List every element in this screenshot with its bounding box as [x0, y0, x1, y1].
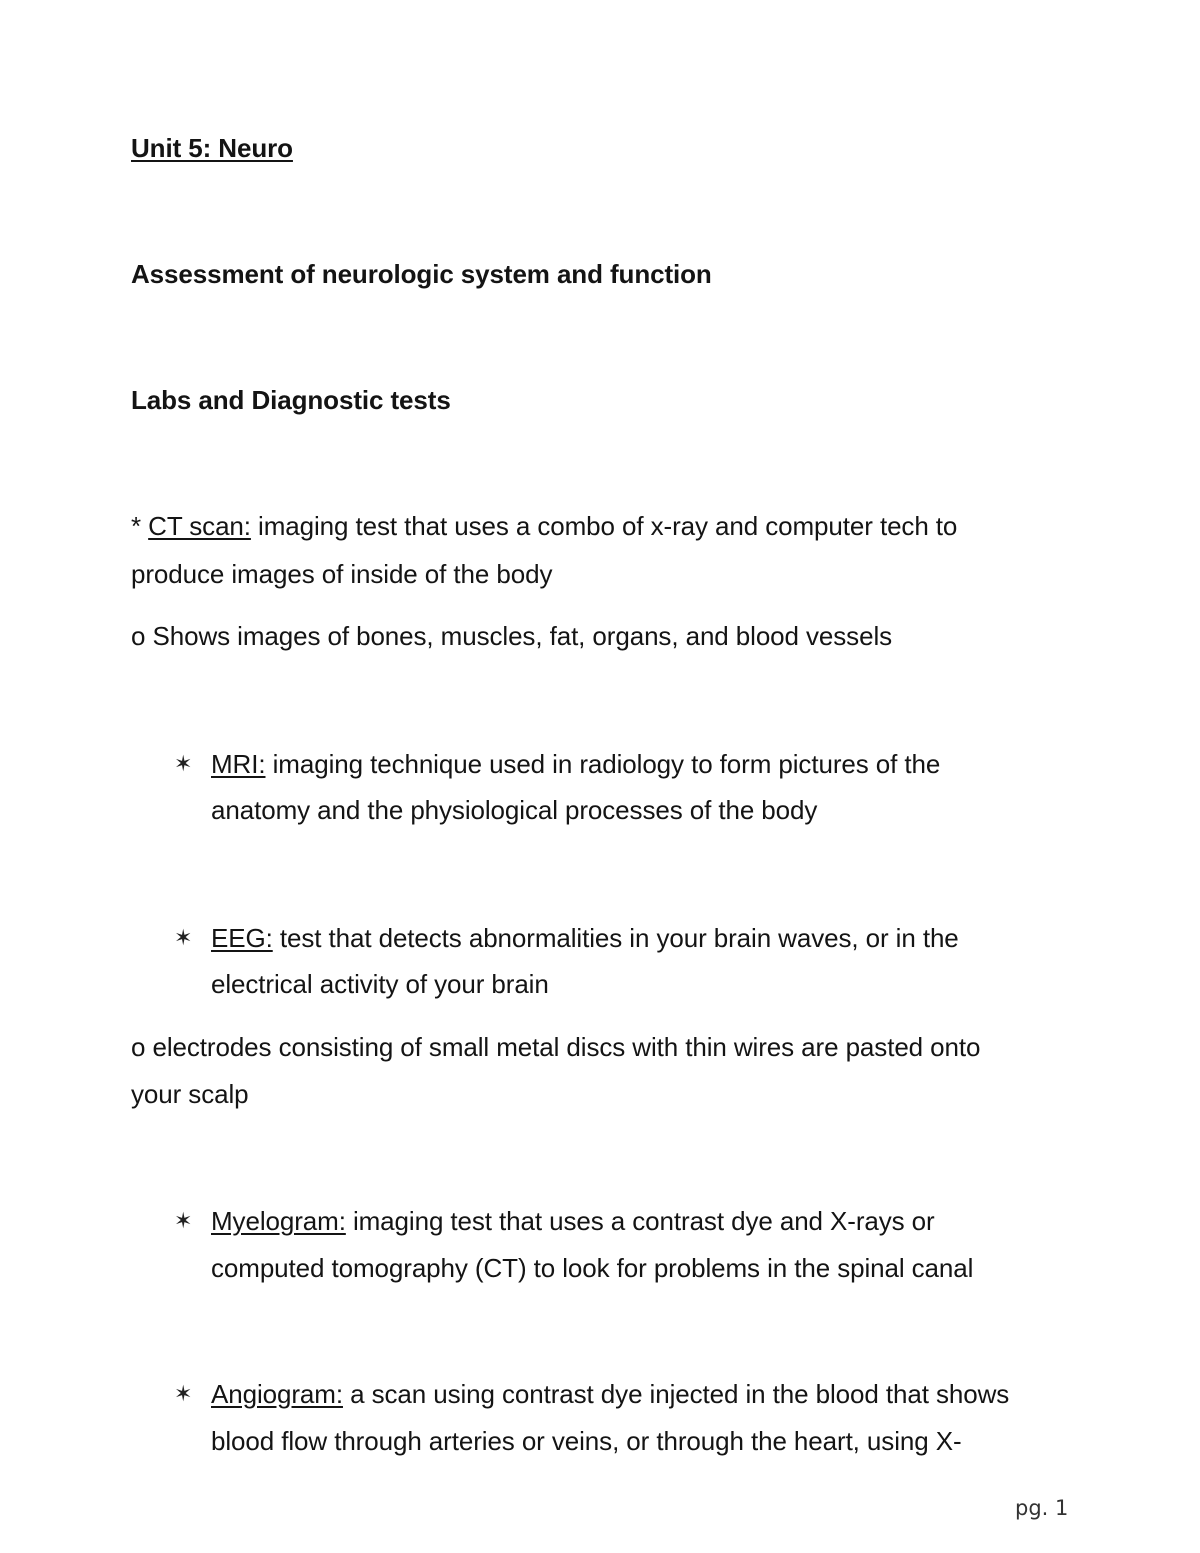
- star-bullet-icon: ✶: [174, 925, 193, 950]
- ct-scan-definition: imaging test that uses a combo of x-ray and computer tech to: [250, 511, 958, 541]
- myelogram-term: Myelogram:: [211, 1206, 346, 1236]
- mri-item: [211, 748, 940, 780]
- angiogram-term: Angiogram:: [211, 1379, 343, 1409]
- ct-scan-term: CT scan:: [148, 511, 251, 541]
- section-heading: Assessment of neurologic system and function: [131, 259, 712, 289]
- eeg-definition-cont: electrical activity of your brain: [211, 969, 549, 999]
- eeg-subpoint-cont: your scalp: [131, 1079, 249, 1109]
- mri-definition: imaging technique used in radiology to form pictures of the: [265, 749, 941, 779]
- myelogram-definition-cont: computed tomography (CT) to look for problems in the spinal canal: [211, 1253, 974, 1283]
- star-bullet-icon: ✶: [174, 1381, 193, 1406]
- ct-scan-definition-cont: produce images of inside of the body: [131, 559, 553, 589]
- asterisk-bullet: *: [131, 511, 142, 541]
- mri-term: MRI:: [211, 749, 266, 779]
- subsection-heading: Labs and Diagnostic tests: [131, 385, 451, 415]
- document-title: Unit 5: Neuro: [131, 133, 293, 163]
- angiogram-definition-cont: blood flow through arteries or veins, or through the heart, using X-: [211, 1426, 962, 1456]
- mri-definition-cont: anatomy and the physiological processes of the body: [211, 795, 818, 825]
- angiogram-item: [211, 1378, 1009, 1410]
- angiogram-definition: a scan using contrast dye injected in the blood that shows: [342, 1379, 1010, 1409]
- eeg-subpoint: o electrodes consisting of small metal discs with thin wires are pasted onto: [131, 1032, 981, 1062]
- ct-scan-subpoint: o Shows images of bones, muscles, fat, organs, and blood vessels: [131, 621, 893, 651]
- eeg-definition: test that detects abnormalities in your brain waves, or in the: [272, 923, 959, 953]
- star-bullet-icon: ✶: [174, 751, 193, 776]
- page-number: pg. 1: [1015, 1496, 1069, 1520]
- myelogram-definition: imaging test that uses a contrast dye and X-rays or: [345, 1206, 935, 1236]
- eeg-term: EEG:: [211, 923, 273, 953]
- myelogram-item: [211, 1205, 935, 1237]
- eeg-item: [211, 922, 959, 954]
- star-bullet-icon: ✶: [174, 1208, 193, 1233]
- ct-scan-item: [131, 510, 957, 542]
